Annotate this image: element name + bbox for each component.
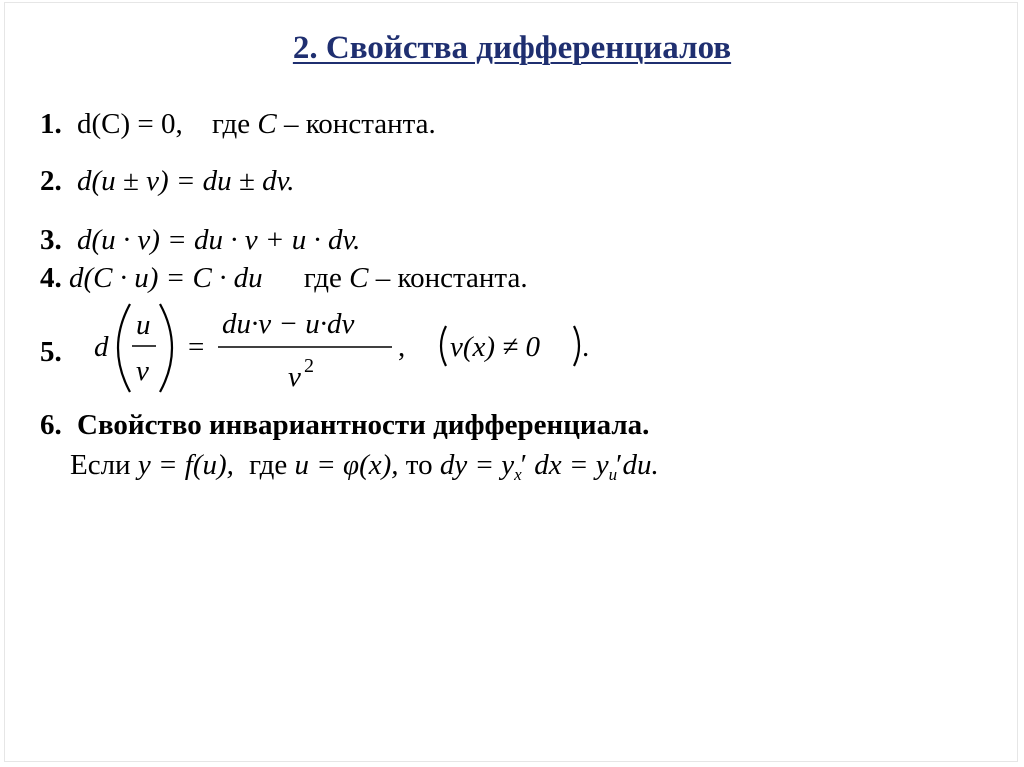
property-6-to: то xyxy=(405,449,433,481)
property-5-comma: , xyxy=(398,331,406,363)
property-6-part-c3: du. xyxy=(622,449,659,481)
property-6-sub-u: u xyxy=(608,465,618,484)
property-6-sub-x: x xyxy=(514,465,522,484)
property-1-formula: d(C) = 0, xyxy=(77,108,183,140)
property-6-part-c2: dx = y xyxy=(534,449,609,481)
property-1-gde: где xyxy=(212,108,251,140)
property-5-number: 5. xyxy=(40,336,62,368)
property-6-part-b: u = φ(x), xyxy=(294,449,399,481)
property-4-number: 4. xyxy=(40,262,62,294)
property-6-number: 6. xyxy=(40,409,62,441)
property-2-formula: d(u ± v) = du ± dv. xyxy=(77,165,295,197)
property-4-rest: – константа. xyxy=(375,262,528,294)
property-1-number: 1. xyxy=(40,108,62,140)
property-3-formula: d(u · v) = du · v + u · dv. xyxy=(77,224,361,256)
property-4-var: C xyxy=(349,262,369,294)
property-6-heading-line xyxy=(40,411,649,440)
property-4-gde: где xyxy=(303,262,342,294)
cond-left-paren xyxy=(441,326,446,366)
property-5-frac-num: u xyxy=(136,309,151,341)
property-1-var: C xyxy=(257,108,277,140)
property-6-formula-line xyxy=(70,451,659,483)
property-5-period: . xyxy=(582,331,590,363)
property-2-number: 2. xyxy=(40,165,62,197)
property-5-condition: v(x) ≠ 0 xyxy=(450,331,540,363)
property-6-prime-1: ′ xyxy=(520,449,528,481)
right-paren xyxy=(160,304,172,392)
property-1 xyxy=(40,110,436,139)
property-2 xyxy=(40,167,295,196)
property-1-rest: – константа. xyxy=(283,108,436,140)
property-5-rhs-den-exp: 2 xyxy=(304,355,314,377)
property-5-formula xyxy=(90,300,630,400)
property-5-d: d xyxy=(94,331,109,363)
left-paren xyxy=(118,304,130,392)
property-5-rhs-num: du·v − u·dv xyxy=(222,308,355,340)
property-5-frac-den: v xyxy=(136,355,149,387)
property-6-intro: Если xyxy=(70,449,131,481)
property-4-formula: d(C · u) = C · du xyxy=(69,262,263,294)
property-5-equals: = xyxy=(188,331,205,363)
property-3 xyxy=(40,226,360,255)
property-6-part-c1: dy = y xyxy=(439,449,515,481)
property-6-gde: где xyxy=(249,449,288,481)
property-6-prime-2: ′ xyxy=(616,449,623,481)
property-5-rhs-den-base: v xyxy=(288,361,301,393)
property-6-heading: Свойство инвариантности дифференциала. xyxy=(77,409,650,441)
property-3-number: 3. xyxy=(40,224,62,256)
property-6-part-a: y = f(u), xyxy=(137,449,234,481)
property-4 xyxy=(40,264,528,293)
cond-right-paren xyxy=(574,326,579,366)
slide-title: 2. Свойства дифференциалов xyxy=(292,30,732,66)
